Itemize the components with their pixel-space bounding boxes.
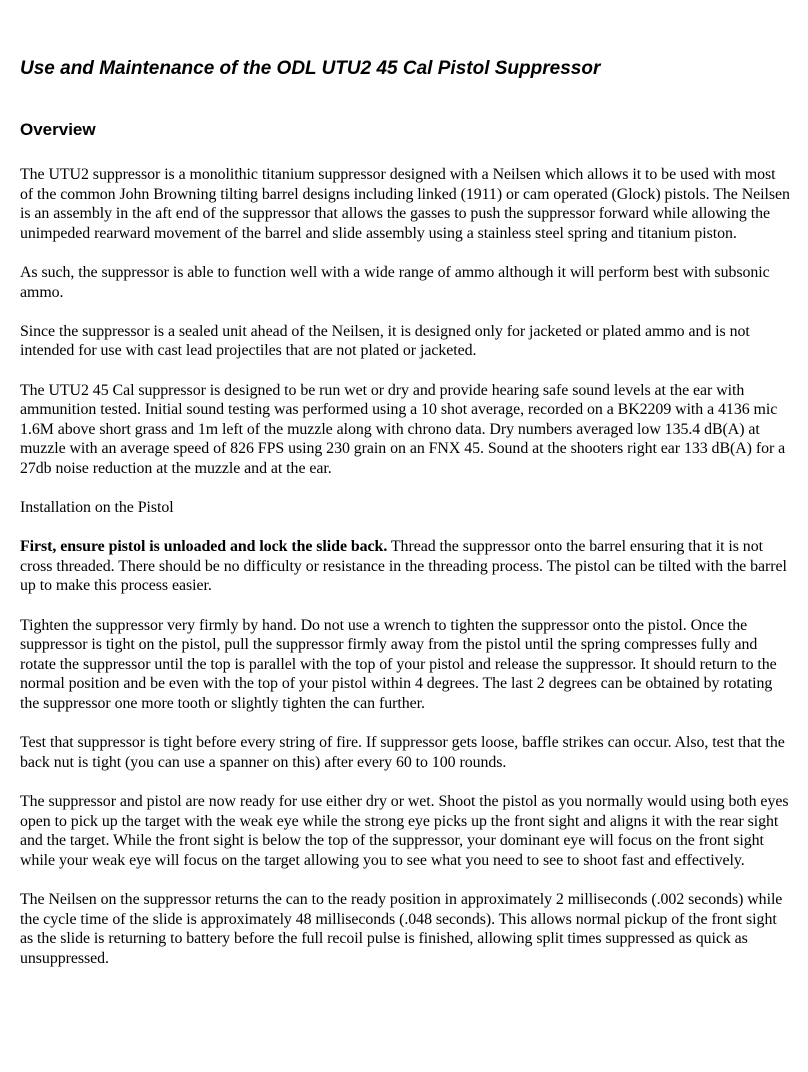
paragraph-sealed-unit: Since the suppressor is a sealed unit ahead of the Neilsen, it is designed only for jacketed or plated ammo and is not intended for use with cast lead projectiles that are not plated or jacketed. <box>20 322 750 360</box>
paragraph-neilsen-timing: The Neilsen on the suppressor returns the can to the ready position in approximately 2 milliseconds (.002 seconds) while the cycle time of the slide is approximately 48 milliseconds (.048 seconds). This allows normal pickup of the front sight as the slide is returning to battery before the full recoil pulse is finished, allowing split times suppressed as quick as unsuppressed. <box>20 890 783 967</box>
paragraph-shooting: The suppressor and pistol are now ready for use either dry or wet. Shoot the pistol as you normally would using both eyes open to pick up the target with the weak eye while the strong eye picks up the front sight and aligns it with the rear sight and the target. While the front sight is below the top of the suppressor, your dominant eye will focus on the front sight while your weak eye will focus on the target allowing you to see what you need to see to shoot fast and effectively. <box>20 793 789 869</box>
paragraph-ammo-range: As such, the suppressor is able to function well with a wide range of ammo although it will perform best with subsonic ammo. <box>20 263 770 301</box>
paragraph-installation <box>20 537 792 596</box>
installation-warning: First, ensure pistol is unloaded and lock the slide back. <box>20 538 388 556</box>
installation-heading: Installation on the Pistol <box>20 499 174 517</box>
document-body <box>20 165 792 988</box>
installation-steps: Thread the suppressor onto the barrel ensuring that it is not cross threaded. There should be no difficulty or resistance in the threading process. The pistol can be tilted with the barrel up to make this process easier. <box>20 538 787 595</box>
paragraph-sound-testing: The UTU2 45 Cal suppressor is designed to be run wet or dry and provide hearing safe sound levels at the ear with ammunition tested. Initial sound testing was performed using a 10 shot average, recorded on a BK2209 with a 4136 mic 1.6M above short grass and 1m left of the muzzle along with chrono data. Dry numbers averaged low 135.4 dB(A) at muzzle with an average speed of 826 FPS using 230 grain on an FNX 45. Sound at the shooters right ear 133 dB(A) for a 27db noise reduction at the muzzle and at the ear. <box>20 381 786 477</box>
paragraph-tightening: Tighten the suppressor very firmly by hand. Do not use a wrench to tighten the suppressor onto the pistol. Once the suppressor is tight on the pistol, pull the suppressor firmly away from the pistol until the spring compresses fully and rotate the suppressor until the top is parallel with the top of your pistol and release the suppressor. It should return to the normal position and be even with the top of your pistol within 4 degrees. The last 2 degrees can be obtained by rotating the suppressor one more tooth or slightly tighten the can further. <box>20 616 777 713</box>
document-title: Use and Maintenance of the ODL UTU2 45 Cal Pistol Suppressor <box>20 58 601 79</box>
paragraph-design: The UTU2 suppressor is a monolithic titanium suppressor designed with a Neilsen which allows it to be used with most of the common John Browning tilting barrel designs including linked (1911) or cam operated (Glock) pistols. The Neilsen is an assembly in the aft end of the suppressor that allows the gasses to push the suppressor forward while allowing the unimpeded rearward movement of the barrel and slide assembly using a stainless steel spring and titanium piston. <box>20 166 790 242</box>
paragraph-testing: Test that suppressor is tight before every string of fire. If suppressor gets loose, baffle strikes can occur. Also, test that the back nut is tight (you can use a spanner on this) after every 60 to 100 rounds. <box>20 734 785 771</box>
overview-heading: Overview <box>20 120 96 139</box>
